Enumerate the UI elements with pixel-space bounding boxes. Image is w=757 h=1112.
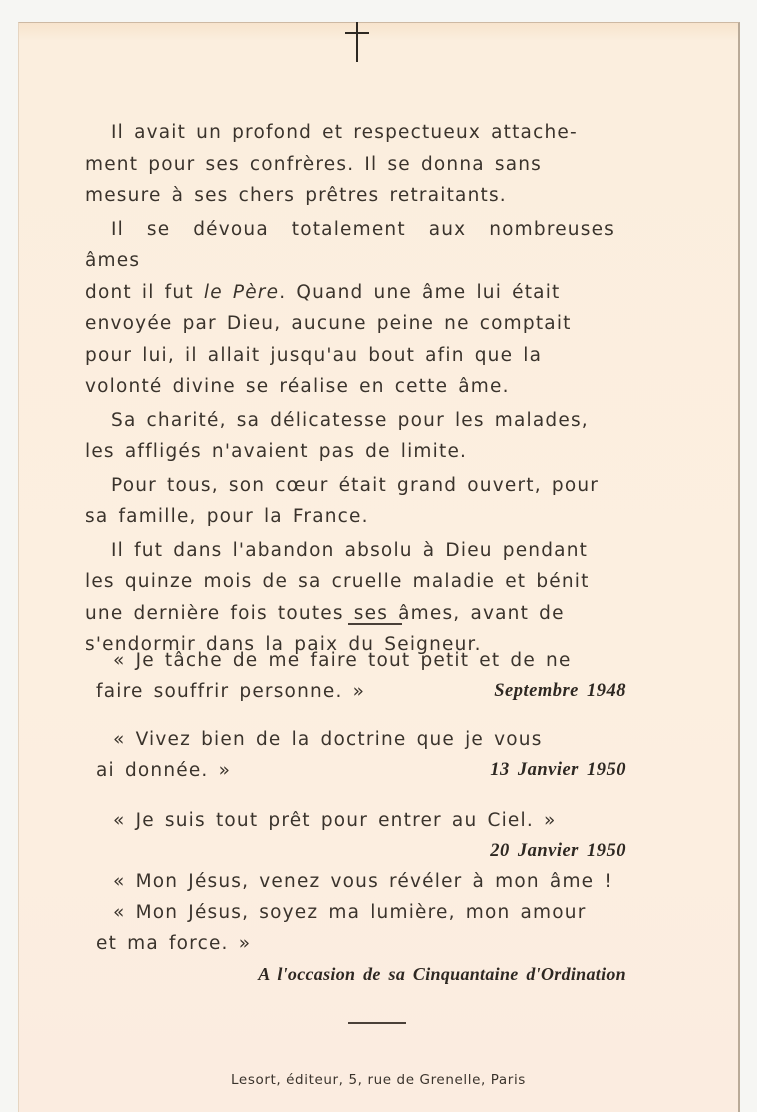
quote-1 (96, 645, 626, 707)
text-line: envoyée par Dieu, aucune peine ne comptait (85, 313, 572, 334)
text-line: mesure à ses chers prêtres retraitants. (85, 185, 507, 206)
text-line: sa famille, pour la France. (85, 506, 369, 527)
quote-line: et ma force. » (96, 933, 252, 954)
quote-line: « Vivez bien de la doctrine que je vous (113, 729, 543, 750)
quote-line: « Je suis tout prêt pour entrer au Ciel. » (113, 810, 557, 831)
text-line: une dernière fois toutes ses âmes, avant de (85, 602, 565, 624)
quote-3 (96, 805, 626, 867)
text-line: Il fut dans l'abandon absolu à Dieu pendant (111, 539, 589, 561)
quote-line: faire souffrir personne. » Septembre 1948 (96, 676, 626, 707)
quote-date: Septembre 1948 (494, 681, 626, 701)
text-line: Pour tous, son cœur était grand ouvert, pour (111, 474, 600, 496)
quote-occasion: A l'occasion de sa Cinquantaine d'Ordination (258, 964, 626, 984)
biography-text (85, 117, 615, 661)
paragraph-devotion (85, 214, 615, 403)
quote-2 (96, 724, 626, 786)
quote-line: « Mon Jésus, soyez ma lumière, mon amour (113, 902, 587, 923)
quote-line (96, 959, 626, 990)
publisher-imprint: Lesort, éditeur, 5, rue de Grenelle, Paris (231, 1072, 526, 1088)
divider-rule-bottom (348, 1022, 406, 1024)
cross-icon (345, 22, 369, 62)
cross-horizontal-bar (345, 32, 369, 34)
quote-date: 13 Janvier 1950 (490, 760, 626, 780)
quote-line: « Je tâche de me faire tout petit et de ne (113, 650, 572, 671)
paragraph-abandon (85, 535, 615, 661)
cross-vertical-bar (356, 22, 358, 62)
text-line: les quinze mois de sa cruelle maladie et bénit (85, 571, 590, 592)
text-line: ment pour ses confrères. Il se donna sans (85, 153, 543, 175)
text-line: Il se dévoua totalement aux nombreuses âmes (85, 218, 615, 271)
text-line: s'endormir dans la paix du Seigneur. (85, 634, 482, 655)
paragraph-charity (85, 405, 615, 468)
text-line: Il avait un profond et respectueux attache- (111, 122, 578, 143)
text-line: volonté divine se réalise en cette âme. (85, 376, 510, 397)
text-line: pour lui, il allait jusqu'au bout afin que la (85, 344, 543, 366)
paragraph-attachment (85, 117, 615, 212)
quote-line: ai donnée. » 13 Janvier 1950 (96, 755, 626, 786)
divider-rule (348, 623, 402, 625)
text-line: les affligés n'avaient pas de limite. (85, 441, 468, 462)
quote-4 (96, 866, 626, 990)
paragraph-heart (85, 470, 615, 533)
text-line: dont il fut le Père. Quand une âme lui était (85, 281, 561, 303)
quote-date: 20 Janvier 1950 (490, 841, 626, 861)
italic-phrase: le Père (203, 281, 280, 303)
quote-line (96, 836, 626, 867)
text-line: Sa charité, sa délicatesse pour les malades, (111, 409, 589, 431)
quote-line: « Mon Jésus, venez vous révéler à mon âme ! (113, 871, 613, 892)
